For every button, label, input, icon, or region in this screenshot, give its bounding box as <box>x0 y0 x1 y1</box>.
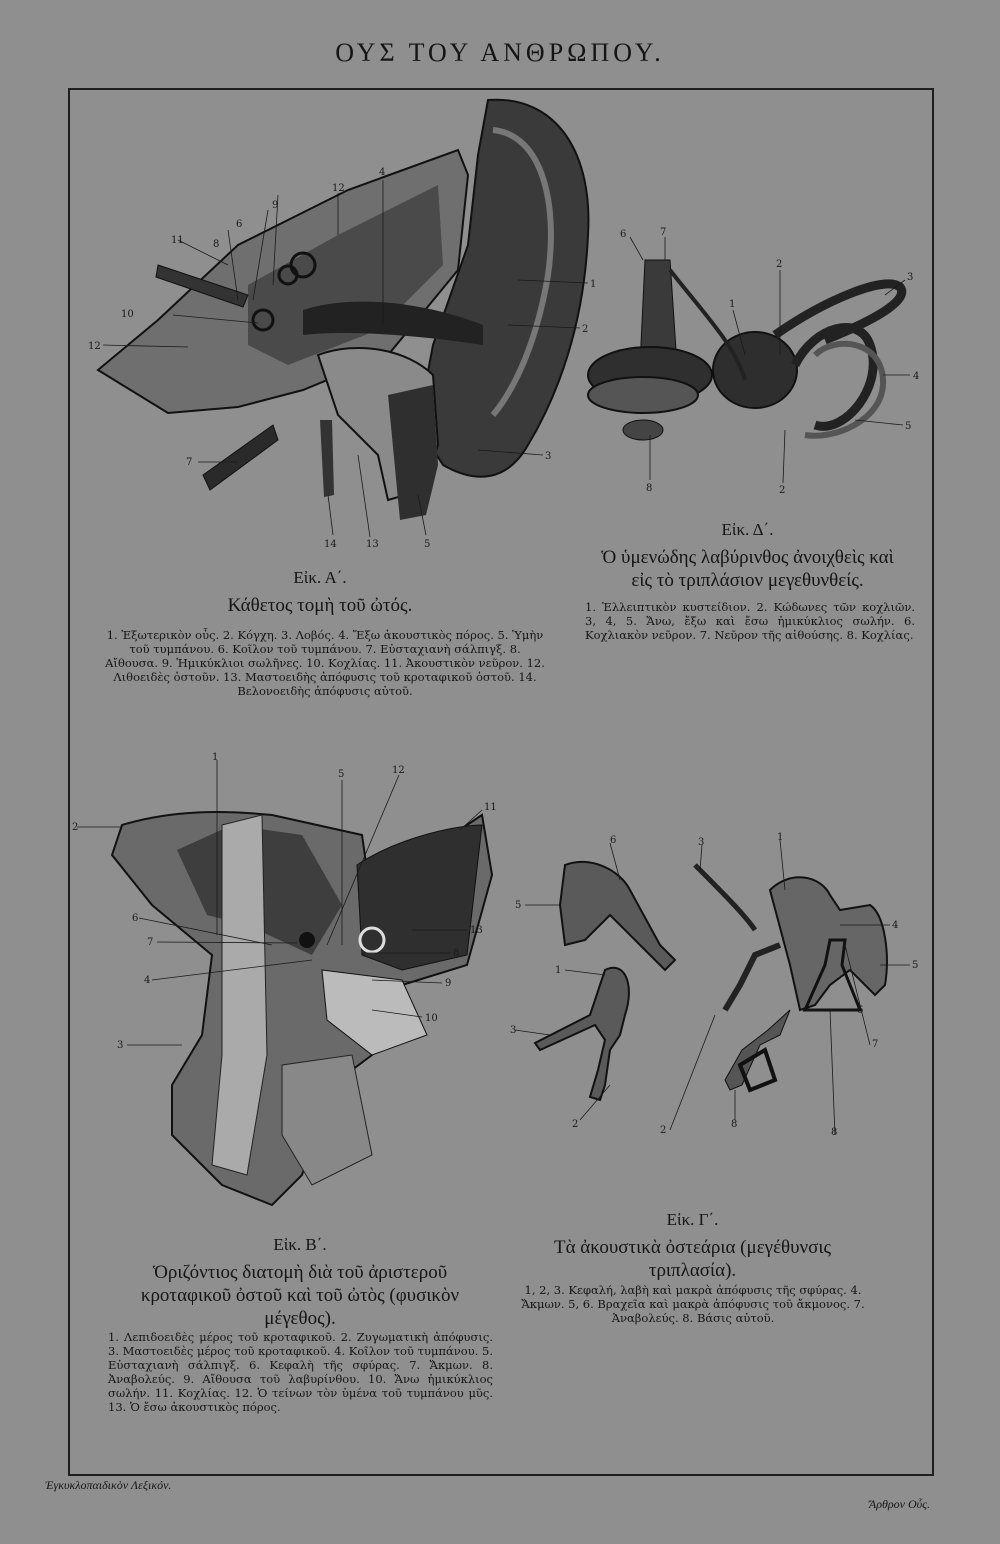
fig-c-num-2-left: 2 <box>572 1119 579 1130</box>
fig-b-title-line-2: κροταφικοῦ ὀστοῦ καὶ τοῦ ὠτὸς (φυσικὸν <box>140 1285 460 1306</box>
fig-b-num-6: 6 <box>132 913 139 924</box>
fig-a-num-3: 3 <box>545 451 552 462</box>
plate-title: ΟΥΣ ΤΟΥ ΑΝΘΡΩΠΟΥ. <box>335 38 665 67</box>
fig-d-num-3: 3 <box>907 272 914 283</box>
fig-c-num-2-right: 2 <box>660 1125 667 1136</box>
fig-c-title-line-1: Τὰ ἀκουστικὰ ὀστεάρια (μεγέθυνσις <box>553 1237 832 1258</box>
fig-d-title-line-1: Ὁ ὑμενώδης λαβύρινθος ἀνοιχθεὶς καὶ <box>601 547 894 568</box>
footer-left: Ἐγκυκλοπαιδικὸν Λεξικόν. <box>45 1478 172 1492</box>
fig-c-num-5-right: 5 <box>912 960 919 971</box>
fig-c-label: Εἰκ. Γ΄. <box>666 1210 719 1229</box>
fig-d-num-8: 8 <box>646 483 653 494</box>
fig-b-num-4: 4 <box>144 975 151 986</box>
fig-c-num-1-right: 1 <box>777 832 784 843</box>
fig-a-num-6: 6 <box>236 219 243 230</box>
fig-a-num-11: 11 <box>171 235 184 246</box>
fig-c-num-7: 7 <box>872 1039 879 1050</box>
fig-b-num-8: 8 <box>453 948 460 959</box>
fig-a-label: Εἰκ. Α΄. <box>293 568 347 587</box>
fig-d-caption <box>570 520 925 592</box>
fig-b-num-5: 5 <box>338 769 345 780</box>
fig-c-num-8-right: 8 <box>831 1127 838 1138</box>
figure-d-labyrinth <box>585 225 930 500</box>
fig-a-num-10: 10 <box>121 309 134 320</box>
fig-c-legend: 1, 2, 3. Κεφαλή, λαβὴ καὶ μακρὰ ἀπόφυσις τῆς σφύρας. 4. Ἄκμων. 5, 6. Βραχεῖα καὶ μακρὰ ἀπόφυσις τοῦ ἄκμονος. 7. Ἀναβολεύς. 8. Βάσις αὐτοῦ. <box>521 1283 865 1325</box>
fig-c-title-line-2: τριπλασία). <box>648 1260 737 1281</box>
fig-c-num-6-left: 6 <box>610 835 617 846</box>
fig-c-num-6-right: 6 <box>857 1005 864 1016</box>
fig-d-num-1: 1 <box>729 299 736 310</box>
fig-b-caption <box>90 1235 510 1330</box>
fig-b-title-line-3: μέγεθος). <box>264 1308 336 1329</box>
fig-d-num-2-bottom: 2 <box>779 485 786 496</box>
fig-b-num-11: 11 <box>484 802 497 813</box>
fig-a-num-4: 4 <box>379 167 386 178</box>
fig-a-num-9: 9 <box>272 200 279 211</box>
fig-b-num-9: 9 <box>445 978 452 989</box>
fig-d-label: Εἰκ. Δ΄. <box>721 520 774 539</box>
fig-b-num-2: 2 <box>72 822 79 833</box>
fig-b-title-line-1: Ὁριζόντιος διατομὴ διὰ τοῦ ἀριστεροῦ <box>152 1262 448 1283</box>
fig-a-num-8: 8 <box>213 239 220 250</box>
fig-b-label: Εἰκ. Β΄. <box>273 1235 327 1254</box>
figure-a-ear-section <box>88 95 598 550</box>
fig-d-num-6: 6 <box>620 229 627 240</box>
figure-b-temporal-section <box>72 752 502 1215</box>
fig-a-num-12-left: 12 <box>88 341 101 352</box>
fig-b-num-3: 3 <box>117 1040 124 1051</box>
fig-c-num-3-left: 3 <box>510 1025 517 1036</box>
fig-c-num-3-top: 3 <box>698 837 705 848</box>
fig-a-num-14: 14 <box>324 539 337 550</box>
fig-c-num-8-left: 8 <box>731 1119 738 1130</box>
fig-d-num-4: 4 <box>913 371 920 382</box>
fig-a-num-13: 13 <box>366 539 379 550</box>
fig-b-num-7: 7 <box>147 937 154 948</box>
fig-d-title-line-2: εἰς τὸ τριπλάσιον μεγεθυνθείς. <box>631 570 864 591</box>
fig-a-num-12-top: 12 <box>332 183 345 194</box>
fig-c-num-1-left: 1 <box>555 965 562 976</box>
fig-b-num-10: 10 <box>425 1013 438 1024</box>
fig-a-num-5: 5 <box>424 539 431 550</box>
fig-a-caption <box>90 568 550 617</box>
fig-c-caption <box>515 1210 870 1282</box>
fig-d-num-7: 7 <box>660 227 667 238</box>
fig-d-num-5: 5 <box>905 421 912 432</box>
fig-b-num-13: 13 <box>470 925 483 936</box>
fig-a-legend: 1. Ἐξωτερικὸν οὖς. 2. Κόγχη. 3. Λοβός. 4. Ἔξω ἀκουστικὸς πόρος. 5. Ὑμὴν τοῦ τυμπάνου. 6. Κοῖλον τοῦ τυμπάνου. 7. Εὐσταχιανὴ σάλπιγξ. 8. Αἴθουσα. 9. Ἡμικύκλιοι σωλῆνες. 10. Κοχλίας. 11. Ἀκουστικὸν νεῦρον. 12. Λιθοειδὲς ὀστοῦν. 13. Μαστοειδὴς ἀπόφυσις τοῦ κροταφικοῦ ὀστοῦ. 14. Βελονοειδὴς ἀπόφυσις αὐτοῦ. <box>105 628 545 698</box>
footer-right: Ἄρθρον Οὖς. <box>868 1497 930 1511</box>
fig-a-num-2: 2 <box>582 324 589 335</box>
fig-b-num-12: 12 <box>392 765 405 776</box>
fig-c-num-5-left: 5 <box>515 900 522 911</box>
fig-b-num-1: 1 <box>212 752 219 763</box>
figure-c-ossicles <box>510 832 920 1138</box>
fig-a-num-1: 1 <box>590 279 597 290</box>
fig-c-num-4: 4 <box>892 920 899 931</box>
fig-a-num-7: 7 <box>186 457 193 468</box>
fig-a-title: Κάθετος τομὴ τοῦ ὠτός. <box>227 595 413 616</box>
fig-d-legend: 1. Ἐλλειπτικὸν κυστείδιον. 2. Κώδωνες τῶν κοχλιῶν. 3, 4, 5. Ἄνω, ἔξω καὶ ἔσω ἡμικύκλιος σωλήν. 6. Κοχλιακὸν νεῦρον. 7. Νεῦρον τῆς αἰθούσης. 8. Κοχλίας. <box>585 600 915 642</box>
fig-d-num-2-top: 2 <box>776 259 783 270</box>
fig-b-legend: 1. Λεπιδοειδὲς μέρος τοῦ κροταφικοῦ. 2. Ζυγωματικὴ ἀπόφυσις. 3. Μαστοειδὲς μέρος τοῦ κροταφικοῦ. 4. Κοῖλον τοῦ τυμπάνου. 5. Εὐσταχιανὴ σάλπιγξ. 6. Κεφαλὴ τῆς σφύρας. 7. Ἄκμων. 8. Ἀναβολεύς. 9. Αἴθουσα τοῦ λαβυρίνθου. 10. Ἄνω ἡμικύκλιος σωλήν. 11. Κοχλίας. 12. Ὁ τείνων τὸν ὑμένα τοῦ τυμπάνου μῦς. 13. Ὁ ἔσω ἀκουστικὸς πόρος. <box>108 1330 493 1414</box>
